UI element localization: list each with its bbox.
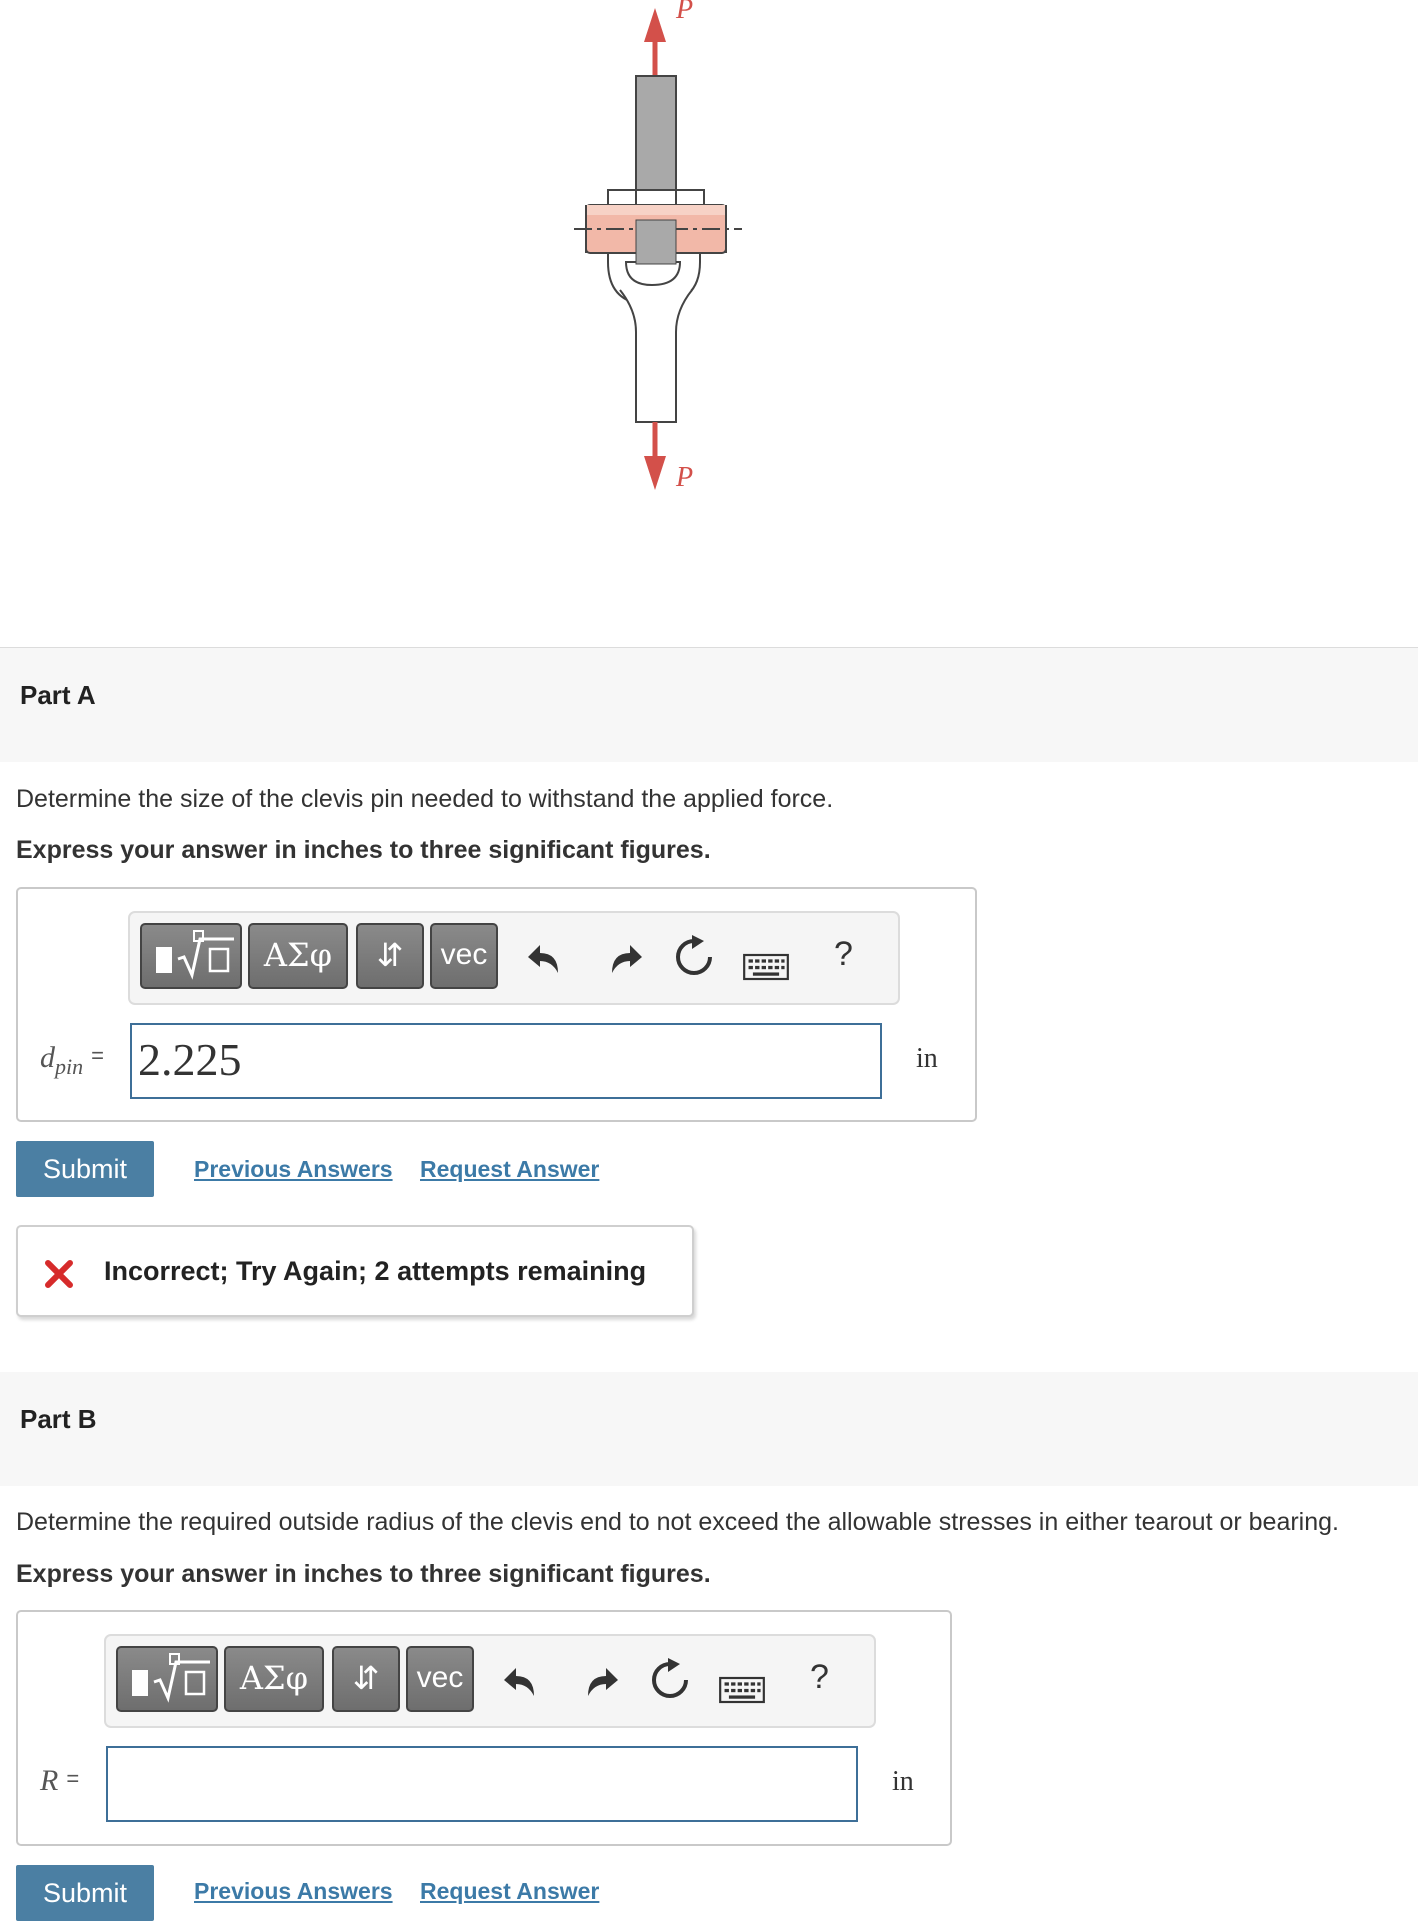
part-b-answer-box [16,1610,952,1846]
part-a-math-toolbar [128,911,900,1005]
subscript-superscript-button[interactable]: ⇵ [356,923,424,989]
undo-icon[interactable] [500,1656,548,1704]
force-arrow-top-head [644,8,666,42]
force-arrow-bottom-head [644,456,666,490]
part-a-previous-answers-link[interactable]: Previous Answers [194,1156,393,1182]
vector-button[interactable]: vec [406,1646,474,1712]
part-a-prompt: Determine the size of the clevis pin needed to withstand the applied force. [16,785,834,813]
part-a-title: Part A [20,680,96,710]
template-sqrt-button[interactable] [116,1646,218,1712]
part-b-variable-label: R = [40,1764,80,1797]
part-a-answer-input[interactable]: 2.225 [130,1023,882,1099]
part-a-answer-box [16,887,977,1122]
clevis-figure [0,0,1418,648]
part-a-feedback-message: Incorrect; Try Again; 2 attempts remaining [104,1256,647,1286]
template-sqrt-icon [118,1648,216,1710]
part-a-header [0,648,1418,762]
part-b-submit-button[interactable]: Submit [16,1865,154,1921]
help-button[interactable]: ? [810,1658,829,1696]
template-sqrt-button[interactable] [140,923,242,989]
redo-icon[interactable] [574,1656,622,1704]
keyboard-icon[interactable] [742,943,790,991]
part-a-feedback [16,1225,694,1317]
part-b-previous-answers-link[interactable]: Previous Answers [194,1878,393,1904]
part-b-unit: in [892,1766,914,1797]
reset-icon[interactable] [646,1656,694,1704]
part-a-instruction: Express your answer in inches to three significant figures. [16,836,711,864]
incorrect-x-icon [44,1259,74,1289]
part-b-answer-input[interactable] [106,1746,858,1822]
reset-icon[interactable] [670,933,718,981]
part-a-variable-label: $d_{pin}$ = [40,1041,104,1079]
greek-symbols-button[interactable]: ΑΣφ [248,923,348,989]
subscript-superscript-button[interactable]: ⇵ [332,1646,400,1712]
force-label-bottom: P [676,462,694,493]
part-b-request-answer-link[interactable]: Request Answer [420,1878,600,1904]
undo-icon[interactable] [524,933,572,981]
keyboard-icon[interactable] [718,1666,766,1714]
clevis-stem [620,290,692,422]
part-a-request-answer-link[interactable]: Request Answer [420,1156,600,1182]
clevis-diagram [0,0,1418,648]
vector-button[interactable]: vec [430,923,498,989]
redo-icon[interactable] [598,933,646,981]
part-b-title: Part B [20,1404,97,1434]
help-button[interactable]: ? [834,935,853,973]
template-sqrt-icon [142,925,240,987]
force-label-top: P [676,0,694,25]
part-b-prompt: Determine the required outside radius of the clevis end to not exceed the allowable stresses in either tearout or bearing. [16,1508,1339,1536]
part-b-header [0,1372,1418,1486]
part-a-unit: in [916,1043,938,1074]
part-b-math-toolbar [104,1634,876,1728]
part-b-instruction: Express your answer in inches to three significant figures. [16,1560,711,1588]
greek-symbols-button[interactable]: ΑΣφ [224,1646,324,1712]
part-a-submit-button[interactable]: Submit [16,1141,154,1197]
